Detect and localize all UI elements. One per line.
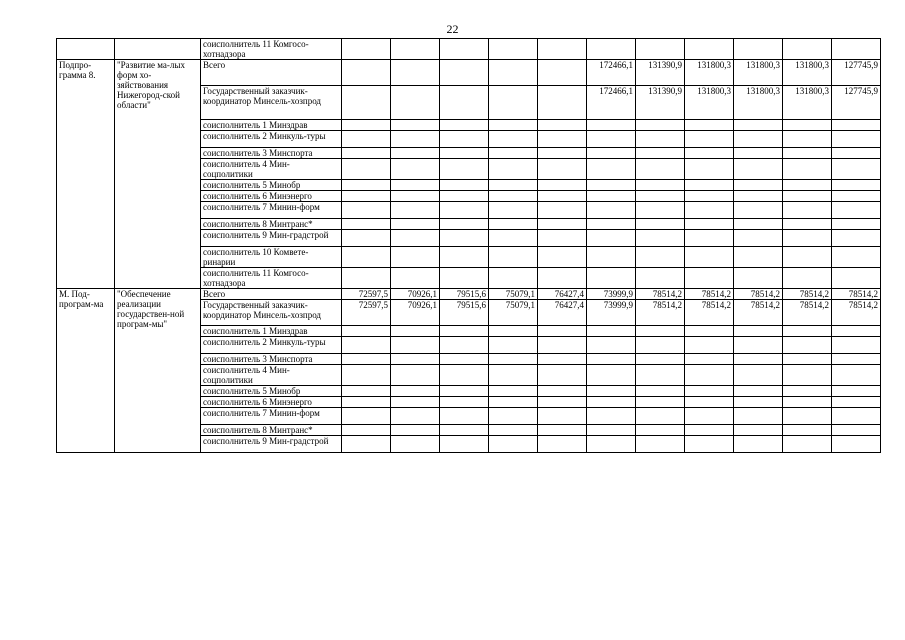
value-cell [636, 397, 685, 408]
value-cell [734, 148, 783, 159]
value-cell [489, 247, 538, 268]
value-cell [342, 191, 391, 202]
value-cell [685, 159, 734, 180]
value-cell: 78514,2 [734, 300, 783, 326]
executor-cell: соисполнитель 1 Минздрав [201, 120, 342, 131]
subprogram-title: "Развитие ма-лых форм хо-зяйствования Нижегород-ской области" [115, 60, 201, 289]
page-number: 22 [446, 22, 459, 36]
value-cell [440, 354, 489, 365]
value-cell [489, 326, 538, 337]
value-cell [783, 425, 832, 436]
value-cell [636, 354, 685, 365]
value-cell [783, 202, 832, 219]
value-cell [832, 230, 881, 247]
value-cell: 76427,4 [538, 289, 587, 300]
value-cell [538, 354, 587, 365]
value-cell [489, 354, 538, 365]
value-cell: 78514,2 [783, 289, 832, 300]
value-cell [342, 131, 391, 148]
value-cell [685, 268, 734, 289]
value-cell [440, 365, 489, 386]
value-cell [685, 131, 734, 148]
value-cell [391, 354, 440, 365]
value-cell [685, 219, 734, 230]
value-cell [783, 337, 832, 354]
value-cell [587, 202, 636, 219]
value-cell: 131390,9 [636, 86, 685, 120]
value-cell [685, 354, 734, 365]
value-cell: 131800,3 [685, 86, 734, 120]
value-cell [734, 326, 783, 337]
executor-cell: соисполнитель 11 Комгосо-хотнадзора [201, 268, 342, 289]
value-cell [391, 148, 440, 159]
value-cell [734, 219, 783, 230]
value-cell [832, 148, 881, 159]
value-cell [685, 180, 734, 191]
value-cell [734, 247, 783, 268]
value-cell [538, 326, 587, 337]
value-cell: 79515,6 [440, 300, 489, 326]
value-cell [587, 326, 636, 337]
value-cell [636, 219, 685, 230]
value-cell [391, 191, 440, 202]
value-cell [783, 408, 832, 425]
value-cell [391, 86, 440, 120]
value-cell [587, 337, 636, 354]
value-cell [538, 159, 587, 180]
value-cell: 127745,9 [832, 86, 881, 120]
value-cell [783, 148, 832, 159]
value-cell [734, 180, 783, 191]
value-cell [391, 408, 440, 425]
value-cell [489, 120, 538, 131]
value-cell [342, 219, 391, 230]
value-cell [440, 180, 489, 191]
value-cell [440, 386, 489, 397]
value-cell: 172466,1 [587, 86, 636, 120]
value-cell [440, 397, 489, 408]
value-cell [440, 230, 489, 247]
value-cell [391, 60, 440, 86]
executor-cell: соисполнитель 4 Мин-соцполитики [201, 159, 342, 180]
value-cell [636, 326, 685, 337]
value-cell [391, 337, 440, 354]
executor-cell: соисполнитель 3 Минспорта [201, 148, 342, 159]
value-cell [783, 159, 832, 180]
executor-cell: соисполнитель 8 Минтранс* [201, 425, 342, 436]
value-cell [440, 425, 489, 436]
value-cell [391, 247, 440, 268]
value-cell [342, 386, 391, 397]
value-cell [489, 202, 538, 219]
value-cell [538, 337, 587, 354]
executor-cell: соисполнитель 10 Комвете-ринарии [201, 247, 342, 268]
value-cell [734, 425, 783, 436]
value-cell [440, 202, 489, 219]
value-cell: 73999,9 [587, 300, 636, 326]
value-cell [734, 436, 783, 453]
value-cell [538, 365, 587, 386]
value-cell [685, 202, 734, 219]
value-cell [440, 191, 489, 202]
value-cell: 70926,1 [391, 300, 440, 326]
value-cell [489, 436, 538, 453]
value-cell: 78514,2 [734, 289, 783, 300]
value-cell [636, 386, 685, 397]
value-cell [685, 365, 734, 386]
value-cell [783, 436, 832, 453]
value-cell [440, 86, 489, 120]
value-cell [587, 436, 636, 453]
value-cell: 70926,1 [391, 289, 440, 300]
value-cell [832, 386, 881, 397]
table-row [57, 289, 881, 300]
value-cell [538, 86, 587, 120]
value-cell: 73999,9 [587, 289, 636, 300]
value-cell [440, 268, 489, 289]
value-cell: 78514,2 [685, 300, 734, 326]
value-cell [391, 386, 440, 397]
value-cell [783, 131, 832, 148]
value-cell [342, 159, 391, 180]
value-cell [832, 365, 881, 386]
value-cell [685, 337, 734, 354]
value-cell [685, 247, 734, 268]
value-cell [342, 120, 391, 131]
subprogram-label: М. Под-програм-ма [57, 289, 115, 453]
value-cell: 131800,3 [685, 60, 734, 86]
value-cell [489, 148, 538, 159]
executor-cell: соисполнитель 7 Минин-форм [201, 408, 342, 425]
value-cell [783, 354, 832, 365]
value-cell [587, 148, 636, 159]
value-cell [391, 397, 440, 408]
value-cell [783, 268, 832, 289]
value-cell [391, 365, 440, 386]
value-cell [391, 202, 440, 219]
value-cell [489, 60, 538, 86]
value-cell [342, 230, 391, 247]
value-cell [832, 202, 881, 219]
value-cell [636, 436, 685, 453]
value-cell [342, 408, 391, 425]
executor-cell: соисполнитель 6 Минэнерго [201, 397, 342, 408]
value-cell [832, 436, 881, 453]
subprogram-label: Подпро-грамма 8. [57, 60, 115, 289]
value-cell [685, 397, 734, 408]
value-cell [685, 120, 734, 131]
executor-cell: соисполнитель 9 Мин-градстрой [201, 436, 342, 453]
value-cell [538, 202, 587, 219]
table-row-top [57, 39, 881, 60]
value-cell [685, 436, 734, 453]
value-cell [783, 180, 832, 191]
value-cell [832, 159, 881, 180]
executor-cell: Государственный заказчик-координатор Минсель-хозпрод [201, 300, 342, 326]
value-cell [783, 219, 832, 230]
executor-cell: Всего [201, 60, 342, 86]
value-cell [342, 86, 391, 120]
value-cell [489, 425, 538, 436]
value-cell [440, 219, 489, 230]
value-cell [440, 159, 489, 180]
value-cell: 78514,2 [636, 300, 685, 326]
value-cell [636, 425, 685, 436]
value-cell [636, 202, 685, 219]
value-cell [391, 180, 440, 191]
value-cell [391, 120, 440, 131]
value-cell [489, 230, 538, 247]
value-cell [685, 326, 734, 337]
value-cell [734, 365, 783, 386]
value-cell [538, 386, 587, 397]
value-cell [636, 191, 685, 202]
value-cell [342, 397, 391, 408]
executor-cell: соисполнитель 1 Минздрав [201, 326, 342, 337]
value-cell [538, 247, 587, 268]
executor-cell: соисполнитель 3 Минспорта [201, 354, 342, 365]
value-cell [342, 337, 391, 354]
value-cell [832, 219, 881, 230]
value-cell [832, 354, 881, 365]
value-cell [587, 191, 636, 202]
value-cell [587, 365, 636, 386]
value-cell [342, 268, 391, 289]
value-cell: 75079,1 [489, 300, 538, 326]
value-cell [734, 202, 783, 219]
value-cell [783, 365, 832, 386]
value-cell [391, 326, 440, 337]
value-cell [538, 408, 587, 425]
value-cell [538, 397, 587, 408]
value-cell [440, 337, 489, 354]
value-cell [783, 120, 832, 131]
value-cell [734, 337, 783, 354]
value-cell [783, 191, 832, 202]
value-cell: 131800,3 [783, 60, 832, 86]
value-cell: 172466,1 [587, 60, 636, 86]
value-cell [587, 159, 636, 180]
value-cell: 72597,5 [342, 300, 391, 326]
value-cell [440, 131, 489, 148]
value-cell [685, 408, 734, 425]
value-cell [391, 268, 440, 289]
value-cell [636, 247, 685, 268]
value-cell: 72597,5 [342, 289, 391, 300]
value-cell: 131390,9 [636, 60, 685, 86]
value-cell [636, 180, 685, 191]
value-cell [538, 219, 587, 230]
value-cell [440, 408, 489, 425]
value-cell [636, 148, 685, 159]
value-cell [587, 219, 636, 230]
value-cell [832, 180, 881, 191]
value-cell [440, 120, 489, 131]
value-cell [489, 180, 538, 191]
value-cell [391, 219, 440, 230]
value-cell [734, 408, 783, 425]
value-cell: 127745,9 [832, 60, 881, 86]
value-cell [538, 191, 587, 202]
value-cell [587, 408, 636, 425]
value-cell [783, 397, 832, 408]
value-cell [587, 247, 636, 268]
value-cell [538, 230, 587, 247]
value-cell [342, 60, 391, 86]
value-cell [440, 148, 489, 159]
budget-table [56, 38, 881, 453]
value-cell [342, 326, 391, 337]
value-cell [342, 247, 391, 268]
executor-cell: соисполнитель 5 Минобр [201, 180, 342, 191]
value-cell [391, 131, 440, 148]
value-cell [538, 60, 587, 86]
value-cell [832, 268, 881, 289]
value-cell [685, 191, 734, 202]
value-cell [832, 326, 881, 337]
value-cell [587, 230, 636, 247]
value-cell [489, 337, 538, 354]
value-cell [832, 191, 881, 202]
value-cell [832, 247, 881, 268]
value-cell [489, 86, 538, 120]
value-cell [538, 436, 587, 453]
value-cell [783, 230, 832, 247]
value-cell [489, 131, 538, 148]
executor-cell: соисполнитель 4 Мин-соцполитики [201, 365, 342, 386]
value-cell [587, 425, 636, 436]
value-cell [734, 230, 783, 247]
executor-cell: Государственный заказчик-координатор Минсель-хозпрод [201, 86, 342, 120]
value-cell: 131800,3 [734, 86, 783, 120]
value-cell [489, 219, 538, 230]
value-cell [538, 268, 587, 289]
value-cell [342, 425, 391, 436]
value-cell [538, 120, 587, 131]
value-cell: 78514,2 [783, 300, 832, 326]
value-cell [734, 268, 783, 289]
value-cell [391, 159, 440, 180]
value-cell: 78514,2 [832, 289, 881, 300]
value-cell: 78514,2 [685, 289, 734, 300]
value-cell [587, 268, 636, 289]
value-cell [342, 365, 391, 386]
executor-cell: соисполнитель 9 Мин-градстрой [201, 230, 342, 247]
value-cell [734, 354, 783, 365]
value-cell [440, 247, 489, 268]
value-cell [832, 120, 881, 131]
table-row [57, 60, 881, 86]
executor-cell: соисполнитель 6 Минэнерго [201, 191, 342, 202]
executor-cell: Всего [201, 289, 342, 300]
value-cell: 76427,4 [538, 300, 587, 326]
executor-cell: соисполнитель 2 Минкуль-туры [201, 337, 342, 354]
value-cell [636, 408, 685, 425]
value-cell: 75079,1 [489, 289, 538, 300]
value-cell [342, 180, 391, 191]
value-cell: 79515,6 [440, 289, 489, 300]
value-cell [832, 131, 881, 148]
value-cell [342, 436, 391, 453]
executor-cell: соисполнитель 8 Минтранс* [201, 219, 342, 230]
value-cell [587, 131, 636, 148]
value-cell [391, 436, 440, 453]
value-cell [685, 425, 734, 436]
value-cell [832, 337, 881, 354]
value-cell [685, 230, 734, 247]
value-cell [342, 148, 391, 159]
value-cell [685, 148, 734, 159]
value-cell [538, 148, 587, 159]
value-cell [587, 180, 636, 191]
value-cell [783, 247, 832, 268]
value-cell [489, 397, 538, 408]
value-cell [342, 202, 391, 219]
value-cell [783, 386, 832, 397]
value-cell: 78514,2 [636, 289, 685, 300]
value-cell [734, 159, 783, 180]
value-cell [440, 326, 489, 337]
subprogram-title: "Обеспечение реализации государствен-ной програм-мы" [115, 289, 201, 453]
value-cell [832, 408, 881, 425]
value-cell [587, 120, 636, 131]
value-cell [440, 436, 489, 453]
value-cell [440, 60, 489, 86]
value-cell [489, 159, 538, 180]
value-cell [636, 120, 685, 131]
value-cell [391, 230, 440, 247]
value-cell: 78514,2 [832, 300, 881, 326]
value-cell [734, 131, 783, 148]
value-cell [734, 120, 783, 131]
value-cell: 131800,3 [783, 86, 832, 120]
value-cell [489, 386, 538, 397]
value-cell [636, 365, 685, 386]
value-cell [489, 268, 538, 289]
executor-cell: соисполнитель 2 Минкуль-туры [201, 131, 342, 148]
value-cell [685, 386, 734, 397]
value-cell [734, 386, 783, 397]
value-cell [636, 230, 685, 247]
value-cell [636, 268, 685, 289]
executor-cell: соисполнитель 5 Минобр [201, 386, 342, 397]
value-cell [636, 159, 685, 180]
value-cell [832, 425, 881, 436]
value-cell [587, 386, 636, 397]
value-cell [832, 397, 881, 408]
value-cell [538, 180, 587, 191]
value-cell [734, 191, 783, 202]
value-cell [734, 397, 783, 408]
value-cell [538, 425, 587, 436]
value-cell [489, 365, 538, 386]
value-cell [391, 425, 440, 436]
value-cell [636, 131, 685, 148]
value-cell [783, 326, 832, 337]
value-cell [587, 354, 636, 365]
value-cell [489, 191, 538, 202]
value-cell [342, 354, 391, 365]
executor-cell: соисполнитель 7 Минин-форм [201, 202, 342, 219]
value-cell [489, 408, 538, 425]
value-cell [538, 131, 587, 148]
executor-cell: соисполнитель 11 Комгосо-хотнадзора [201, 39, 342, 60]
value-cell [636, 337, 685, 354]
value-cell [587, 397, 636, 408]
value-cell: 131800,3 [734, 60, 783, 86]
